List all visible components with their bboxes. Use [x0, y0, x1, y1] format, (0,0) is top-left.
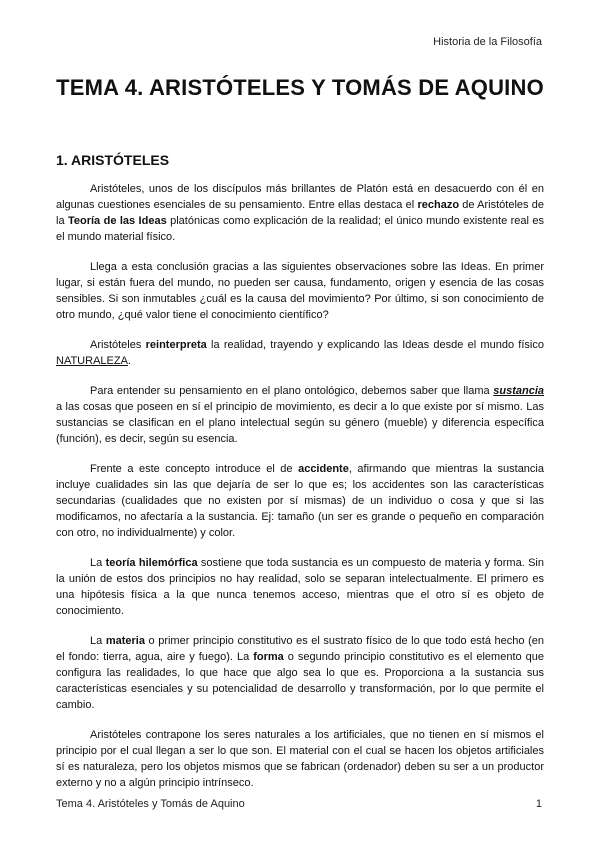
paragraph-text: Frente a este concepto introduce el de	[90, 463, 299, 475]
paragraph-text: Para entender su pensamiento en el plano ontológico, debemos saber que llama	[90, 385, 494, 397]
bold-term-accidente: accidente	[298, 463, 349, 475]
paragraph-7	[56, 633, 544, 713]
paragraph-text: Aristóteles	[90, 339, 146, 351]
running-footer: Tema 4. Aristóteles y Tomás de Aquino	[56, 798, 245, 810]
paragraph-4	[56, 383, 544, 447]
paragraph-2: Llega a esta conclusión gracias a las siguientes observaciones sobre las Ideas. En primer lugar, si están fuera del mundo, no pueden ser causa, fundamento, origen y esencia de las cosas sensibles. Si son inmutables ¿cuál es la causa del movimiento? Por último, si son conocimiento de otro mundo, ¿qué valor tiene el conocimiento científico?	[56, 261, 544, 321]
paragraph-text: Aristóteles, unos de los discípulos más brillantes de Platón está en desacuerdo con él en algunas cuestiones esenciales de su pensamiento. Entre ellas destaca el	[56, 183, 544, 211]
paragraph-text: La	[90, 557, 106, 569]
document-body	[56, 181, 544, 805]
paragraph-text: .	[127, 355, 131, 367]
paragraph-text: a las cosas que poseen en sí el principio de movimiento, es decir a lo que existe por sí mismo. Las sustancias se clasifican en el plano intelectual según su género (mueble) y diferencia específica (función), es decir, según su esencia.	[56, 401, 544, 445]
paragraph-text: la realidad, trayendo y explicando las Ideas desde el mundo físico	[206, 339, 544, 351]
paragraph-6	[56, 555, 544, 619]
bold-term-teoria-ideas: Teoría de las Ideas	[67, 215, 167, 227]
paragraph-3	[56, 337, 544, 369]
paragraph-1	[56, 181, 544, 245]
bold-term-rechazo: rechazo	[417, 199, 460, 211]
paragraph-text: o segundo principio constitutivo es el elemento que configura las realidades, lo que hace que algo sea lo que es. Proporciona a la sustancia sus características esenciales y su potencialidad de desarrollo y transformación, por lo que permite el cambio.	[56, 651, 544, 711]
section-heading: 1. ARISTÓTELES	[56, 152, 170, 168]
paragraph-text: , afirmando que mientras la sustancia incluye cualidades sin las que dejaría de ser lo que es; los accidentes son las características secundarias (cualidades que no existen por sí mismas) de un individuo o cosa y que si las modificamos, no afectaría a la sustancia. Ej: tamaño (un ser es grande o pequeño en comparación con otro, no individualmente) y color.	[56, 463, 544, 539]
bold-term-sustancia: sustancia	[493, 385, 544, 397]
bold-term-materia: materia	[105, 635, 145, 647]
paragraph-text: sostiene que toda sustancia es un compuesto de materia y forma. Sin la unión de estos dos principios no hay realidad, solo se separan intelectualmente. El primero es una hipótesis física a la que nunca tenemos acceso, mientras que el otro sí es objeto de conocimiento.	[56, 557, 544, 617]
paragraph-text: o primer principio constitutivo es el sustrato físico de lo que todo está hecho (en el fondo: tierra, agua, aire y fuego). La	[56, 635, 544, 663]
paragraph-8: Aristóteles contrapone los seres naturales a los artificiales, que no tienen en sí mismos el principio por el cual llegan a ser lo que son. El material con el cual se hacen los objetos artificiales sí es naturaleza, pero los objetos mismos que se fabrican (ordenador) deben su ser a un productor externo y no a algún principio intrínseco.	[56, 729, 544, 789]
paragraph-text: platónicas como explicación de la realidad; el único mundo existente real es el mundo material físico.	[56, 215, 544, 243]
paragraph-5	[56, 461, 544, 541]
underlined-term-naturaleza: NATURALEZA	[56, 355, 128, 367]
bold-term-reinterpreta: reinterpreta	[145, 339, 207, 351]
page-title: TEMA 4. ARISTÓTELES Y TOMÁS DE AQUINO	[56, 75, 544, 100]
running-header: Historia de la Filosofía	[433, 36, 542, 48]
bold-term-teoria-hilemorfica: teoría hilemórfica	[105, 557, 198, 569]
paragraph-text: La	[90, 635, 106, 647]
bold-term-forma: forma	[253, 651, 284, 663]
page-number: 1	[535, 798, 542, 810]
paragraph-text: de Aristóteles de la	[56, 199, 545, 227]
